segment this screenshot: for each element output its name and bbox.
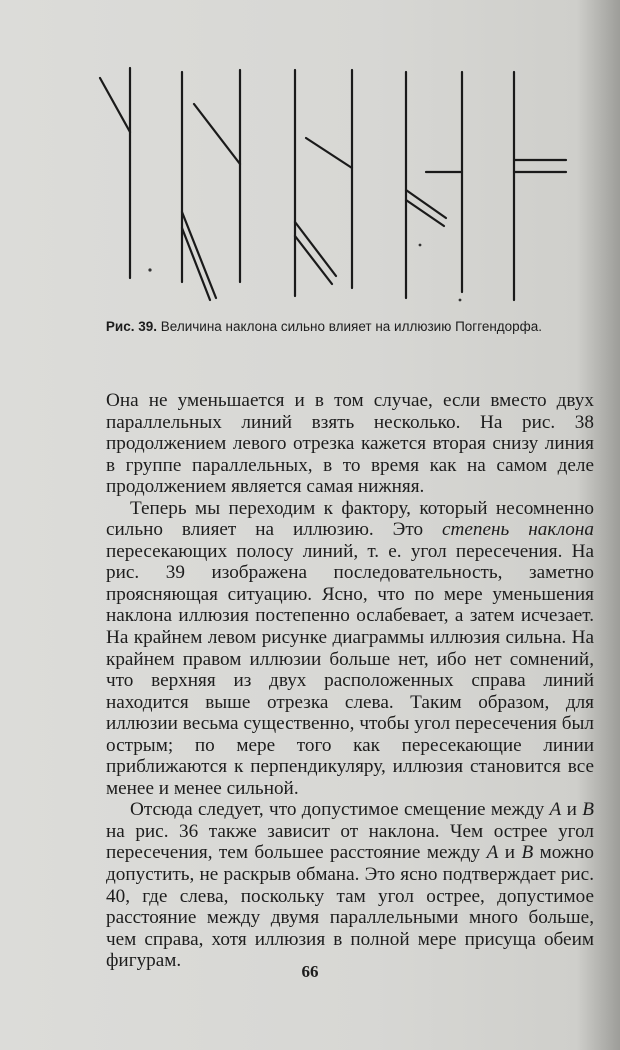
italic-text: степень наклона — [442, 519, 594, 541]
page-number: 66 — [301, 962, 319, 981]
oblique-line-left — [194, 104, 240, 164]
oblique-line-left — [100, 78, 130, 132]
paragraph-text: на рис. 36 также зависит от наклона. Чем острее угол пересечения, тем большее расстояние между — [106, 820, 594, 864]
oblique-line-right — [182, 228, 210, 300]
italic-text: A — [549, 799, 562, 821]
italic-text: A — [486, 842, 499, 864]
paragraph — [106, 498, 594, 800]
paragraph-text: можно допустить, не раскрыв обмана. Это ясно подтверждает рис. 40, где слева, поскольку там угол острее, допустимое расстояние между двумя параллельными много больше, чем справа, хотя иллюзия в полной мере присуща обеим фигурам. — [106, 842, 594, 972]
paragraph — [106, 799, 594, 971]
body-text — [106, 390, 594, 972]
paragraph-text: и — [561, 799, 583, 821]
italic-text: B — [582, 799, 594, 821]
poggendorff-illusion-drawing — [90, 60, 580, 310]
oblique-line-right — [295, 222, 336, 276]
figure-caption — [98, 318, 550, 335]
oblique-line-right — [182, 212, 216, 298]
oblique-line-right — [295, 236, 332, 284]
paragraph-text: Она не уменьшается и в том случае, если вместо двух параллельных линий взять несколько. На рис. 38 продолжением левого отрезка кажется вторая снизу линия в группе параллельных, в то время как на самом деле продолжением является самая нижняя. — [106, 390, 594, 498]
figure-caption-text: Величина наклона сильно влияет на иллюзию Поггендорфа. — [160, 319, 543, 334]
paragraph-text: Отсюда следует, что допустимое смещение между — [130, 799, 550, 821]
paragraph-text: и — [498, 842, 522, 864]
paragraph — [106, 390, 594, 498]
paragraph-text: Теперь мы переходим к фактору, который несомненно сильно влияет на иллюзию. Это — [106, 497, 594, 541]
figure-label: Рис. 39. — [105, 319, 158, 334]
oblique-line-left — [306, 138, 352, 168]
figure-39-poggendorff-diagram — [90, 60, 580, 310]
paragraph-text: пересекающих полосу линий, т. е. угол пересечения. На рис. 39 изображена последовательность, заметно проясняющая ситуацию. Ясно, что по мере уменьшения наклона иллюзия постепенно ослабевает, а затем исчезает. На крайнем левом рисунке диаграммы иллюзия сильна. На крайнем правом иллюзии больше нет, ибо нет сомнений, что верхняя из двух расположенных справа линий находится выше отрезка слева. Таким образом, для иллюзии весьма существенно, чтобы угол пересечения был острым; по мере того как пересекающие линии приближаются к перпендикуляру, иллюзия становится все менее и менее сильной. — [106, 540, 594, 799]
italic-text: B — [521, 842, 534, 864]
